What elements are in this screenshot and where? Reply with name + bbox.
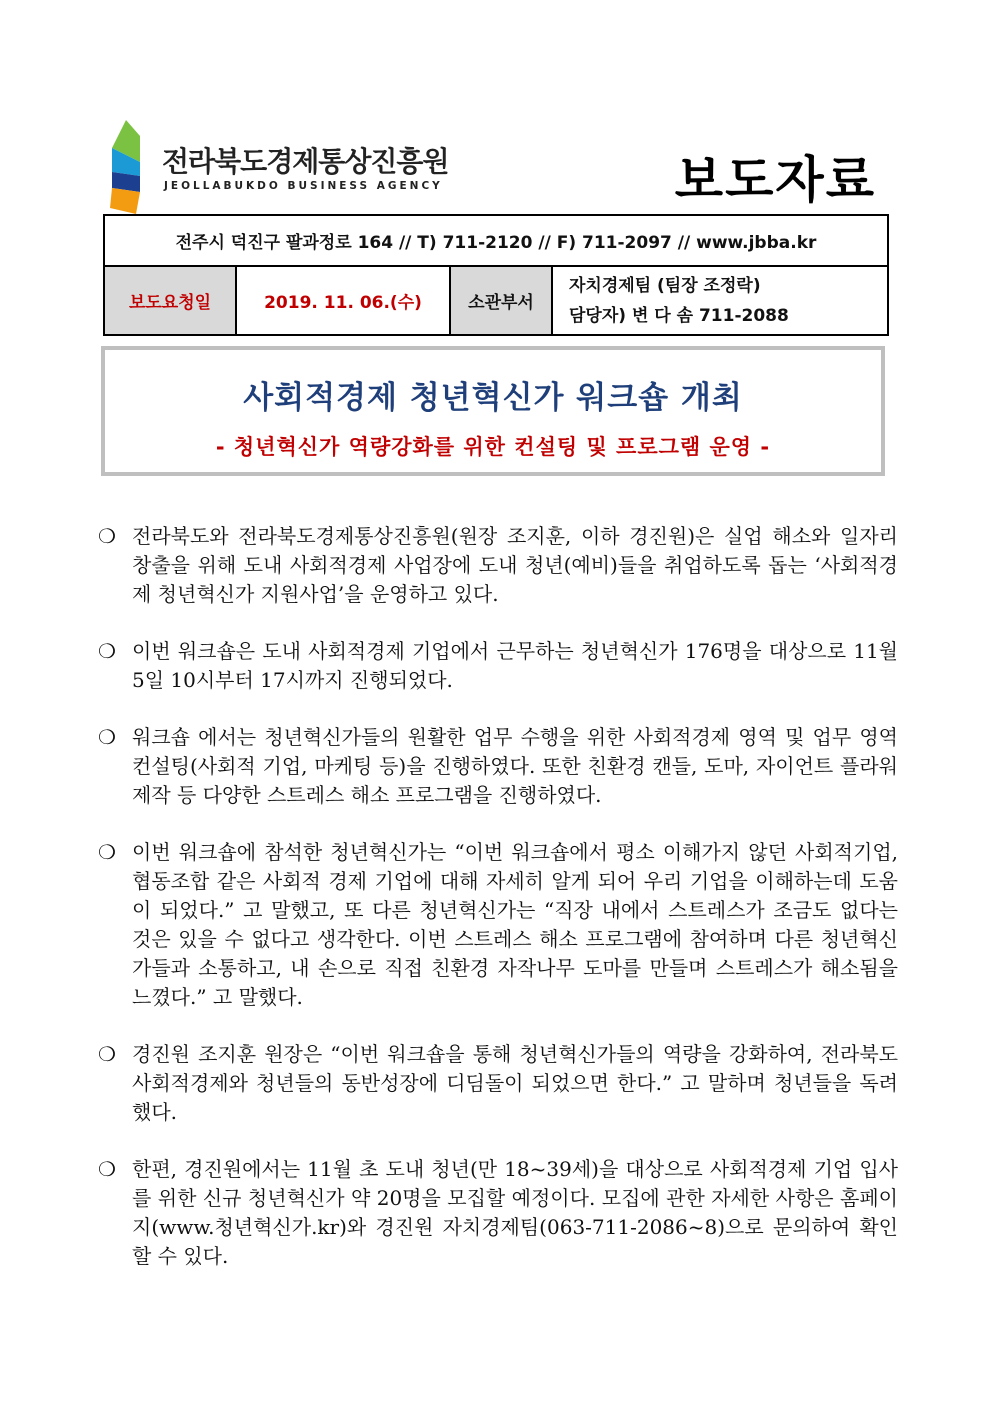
logo-korean-name: 전라북도경제통상진흥원 (162, 145, 449, 178)
department-contact: 담당자) 변 다 솜 711-2088 (569, 305, 789, 326)
release-date-label: 보도요청일 (104, 266, 236, 335)
circle-bullet-icon: ❍ (98, 840, 116, 864)
paragraph-text: 전라북도와 전라북도경제통상진흥원(원장 조지훈, 이하 경진원)은 실업 해소와 일자리 창출을 위해 도내 사회적경제 사업장에 도내 청년(예비)들을 취업하도록 돕는 ‘사회적경제 청년혁신가 지원사업’을 운영하고 있다. (132, 524, 898, 606)
release-info-table (103, 214, 889, 336)
headline-subtitle: - 청년혁신가 역량강화를 위한 컨설팅 및 프로그램 운영 - (215, 435, 771, 459)
contact-line: 전주시 덕진구 팔과정로 164 // T) 711-2120 // F) 711-2097 // www.jbba.kr (104, 215, 888, 266)
paragraph-text: 한편, 경진원에서는 11월 초 도내 청년(만 18~39세)을 대상으로 사회적경제 기업 입사를 위한 신규 청년혁신가 약 20명을 모집할 예정이다. 모집에 관한 자세한 사항은 홈페이지(www.청년혁신가.kr)와 경진원 자치경제팀(063-711-2086~8)으로 문의하여 확인할 수 있다. (132, 1157, 898, 1268)
department-info (552, 266, 888, 335)
article-paragraph (98, 1155, 898, 1271)
article-body (98, 522, 898, 1299)
logo-mark-icon (106, 118, 158, 218)
article-paragraph (98, 838, 898, 1012)
article-paragraph (98, 522, 898, 609)
paragraph-text: 워크숍 에서는 청년혁신가들의 원활한 업무 수행을 위한 사회적경제 영역 및 업무 영역 컨설팅(사회적 기업, 마케팅 등)을 진행하였다. 또한 친환경 캔들, 도마, 자이언트 플라워 제작 등 다양한 스트레스 해소 프로그램을 진행하였다. (132, 725, 898, 807)
circle-bullet-icon: ❍ (98, 639, 116, 663)
document-type-title: 보도자료 (674, 151, 876, 209)
article-paragraph (98, 637, 898, 695)
logo-english-name: JEOLLABUKDO BUSINESS AGENCY (164, 180, 443, 192)
release-date-value: 2019. 11. 06.(수) (236, 266, 450, 335)
paragraph-text: 경진원 조지훈 원장은 “이번 워크숍을 통해 청년혁신가들의 역량을 강화하여, 전라북도 사회적경제와 청년들의 동반성장에 디딤돌이 되었으면 한다.” 고 말하며 청년들을 독려했다. (132, 1042, 898, 1124)
agency-logo (106, 118, 449, 218)
headline-title: 사회적경제 청년혁신가 워크숍 개최 (243, 380, 743, 416)
department-label: 소관부서 (450, 266, 552, 335)
paragraph-text: 이번 워크숍에 참석한 청년혁신가는 “이번 워크숍에서 평소 이해가지 않던 사회적기업, 협동조합 같은 사회적 경제 기업에 대해 자세히 알게 되어 우리 기업을 이해하는데 도움이 되었다.” 고 말했고, 또 다른 청년혁신가는 “직장 내에서 스트레스가 조금도 없다는 것은 있을 수 없다고 생각한다. 이번 스트레스 해소 프로그램에 참여하며 다른 청년혁신가들과 소통하고, 내 손으로 직접 친환경 자작나무 도마를 만들며 스트레스가 해소됨을 느꼈다.” 고 말했다. (132, 840, 898, 1009)
circle-bullet-icon: ❍ (98, 1042, 116, 1066)
paragraph-text: 이번 워크숍은 도내 사회적경제 기업에서 근무하는 청년혁신가 176명을 대상으로 11월 5일 10시부터 17시까지 진행되었다. (132, 639, 898, 692)
circle-bullet-icon: ❍ (98, 1157, 116, 1181)
circle-bullet-icon: ❍ (98, 725, 116, 749)
headline-box (101, 346, 885, 476)
department-team: 자치경제팀 (팀장 조정락) (569, 275, 761, 296)
article-paragraph (98, 1040, 898, 1127)
article-paragraph (98, 723, 898, 810)
circle-bullet-icon: ❍ (98, 524, 116, 548)
